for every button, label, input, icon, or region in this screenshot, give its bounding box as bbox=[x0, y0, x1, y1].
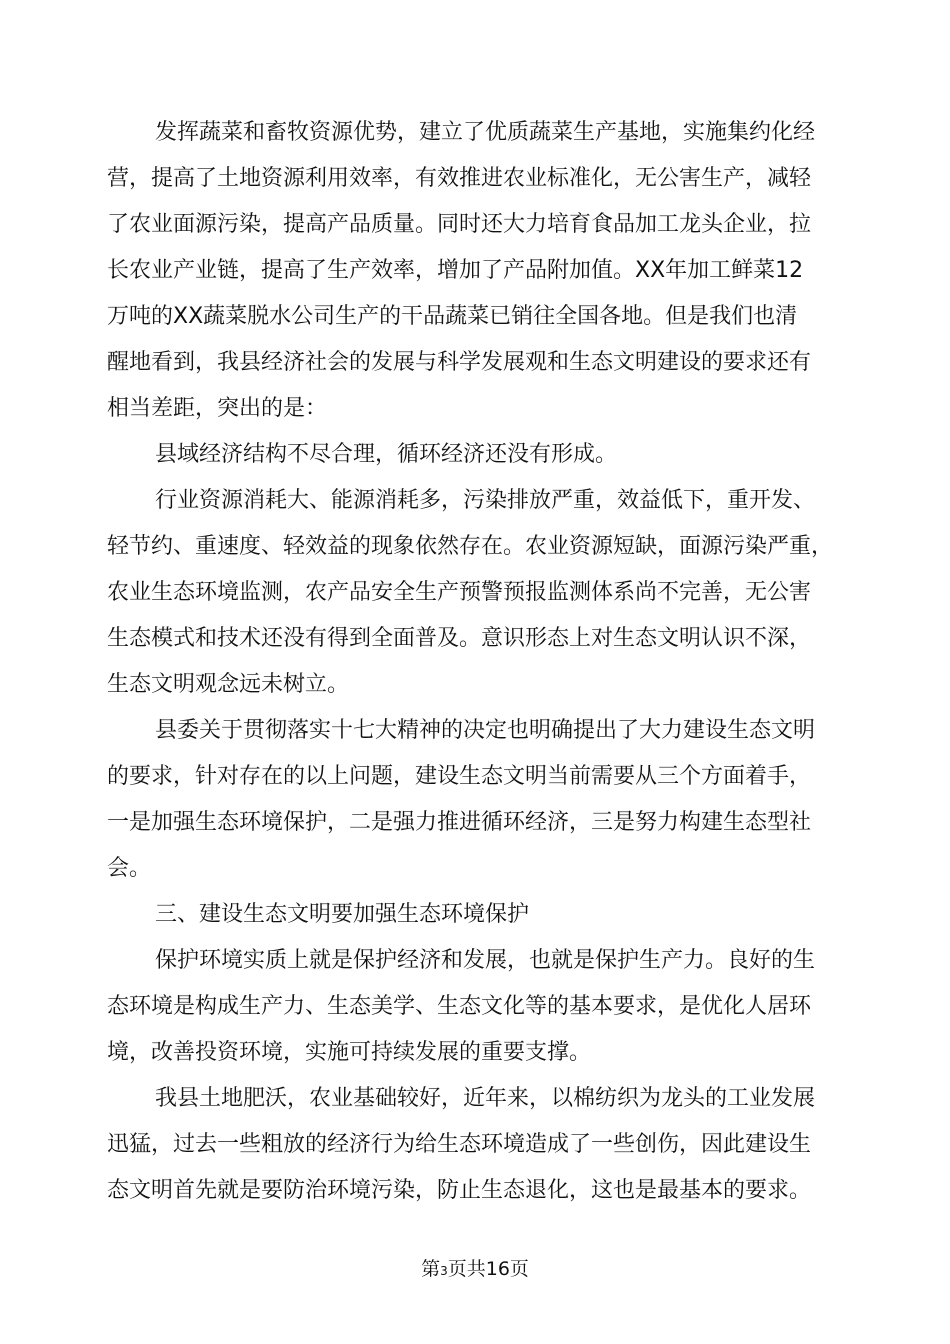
text-line: 农业生态环境监测，农产品安全生产预警预报监测体系尚不完善，无公害 bbox=[107, 580, 812, 605]
text-line: 的要求，针对存在的以上问题，建设生态文明当前需要从三个方面着手， bbox=[107, 764, 812, 789]
page-footer bbox=[0, 1255, 950, 1285]
text-line: 行业资源消耗大、能源消耗多，污染排放严重，效益低下，重开发、 bbox=[155, 488, 816, 513]
text-line: 态环境是构成生产力、生态美学、生态文化等的基本要求，是优化人居环 bbox=[107, 994, 812, 1019]
text-line: 了农业面源污染，提高产品质量。同时还大力培育食品加工龙头企业，拉 bbox=[107, 212, 812, 237]
footer-prefix: 第 bbox=[421, 1258, 441, 1280]
text-line: 境，改善投资环境，实施可持续发展的重要支撑。 bbox=[107, 1040, 592, 1065]
text-line: 生态模式和技术还没有得到全面普及。意识形态上对生态文明认识不深， bbox=[107, 626, 812, 651]
text-line: 县域经济结构不尽合理，循环经济还没有形成。 bbox=[155, 442, 618, 467]
text-line: 保护环境实质上就是保护经济和发展，也就是保护生产力。良好的生 bbox=[155, 948, 816, 973]
text-line: 营，提高了土地资源利用效率，有效推进农业标准化，无公害生产，减轻 bbox=[107, 166, 812, 191]
text-line: 相当差距，突出的是： bbox=[107, 396, 328, 421]
footer-middle: 页共 bbox=[447, 1258, 486, 1280]
footer-page-number: 3 bbox=[440, 1264, 448, 1278]
text-line: 县委关于贯彻落实十七大精神的决定也明确提出了大力建设生态文明 bbox=[155, 718, 816, 743]
text-line: 会。 bbox=[107, 856, 152, 881]
text-line: 迅猛，过去一些粗放的经济行为给生态环境造成了一些创伤，因此建设生 bbox=[107, 1132, 812, 1157]
text-line: 发挥蔬菜和畜牧资源优势，建立了优质蔬菜生产基地，实施集约化经 bbox=[155, 120, 816, 145]
text-line: 万吨的XX蔬菜脱水公司生产的干品蔬菜已销往全国各地。但是我们也清 bbox=[107, 304, 798, 329]
footer-total-pages: 16 bbox=[485, 1258, 510, 1280]
text-line: 醒地看到，我县经济社会的发展与科学发展观和生态文明建设的要求还有 bbox=[107, 350, 812, 375]
footer-suffix: 页 bbox=[509, 1258, 529, 1280]
text-line: 一是加强生态环境保护，二是强力推进循环经济，三是努力构建生态型社 bbox=[107, 810, 812, 835]
text-line: 轻节约、重速度、轻效益的现象依然存在。农业资源短缺，面源污染严重， bbox=[107, 534, 834, 559]
section-heading: 三、建设生态文明要加强生态环境保护 bbox=[155, 902, 530, 927]
text-line: 我县土地肥沃，农业基础较好，近年来，以棉纺织为龙头的工业发展 bbox=[155, 1086, 816, 1111]
text-line: 长农业产业链，提高了生产效率，增加了产品附加值。XX年加工鲜菜12 bbox=[107, 258, 804, 283]
text-line: 态文明首先就是要防治环境污染，防止生态退化，这也是最基本的要求。 bbox=[107, 1178, 812, 1203]
text-line: 生态文明观念远未树立。 bbox=[107, 672, 350, 697]
